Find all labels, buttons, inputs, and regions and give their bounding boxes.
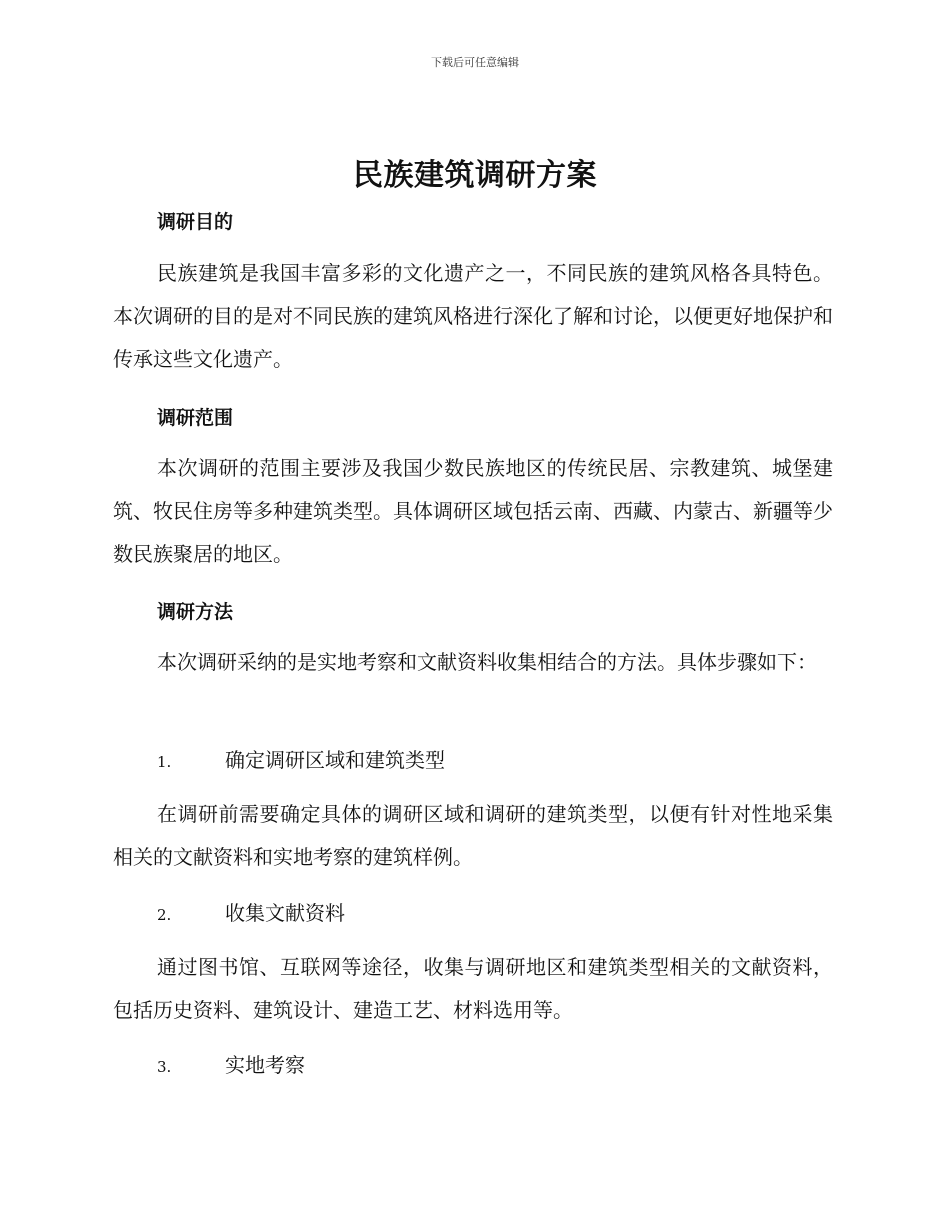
header-note: 下载后可任意编辑 bbox=[431, 56, 519, 69]
list-number: 1. bbox=[157, 753, 172, 771]
section-paragraph-scope: 本次调研的范围主要涉及我国少数民族地区的传统民居、宗教建筑、城堡建筑、牧民住房等多种建筑类型。具体调研区域包括云南、西藏、内蒙古、新疆等少数民族聚居的地区。 bbox=[113, 456, 833, 566]
list-item bbox=[157, 898, 345, 930]
list-number: 3. bbox=[157, 1058, 172, 1076]
section-paragraph-purpose: 民族建筑是我国丰富多彩的文化遗产之一，不同民族的建筑风格各具特色。本次调研的目的是对不同民族的建筑风格进行深化了解和讨论，以便更好地保护和传承这些文化遗产。 bbox=[113, 261, 833, 371]
section-heading-scope: 调研范围 bbox=[157, 407, 234, 429]
list-label: 确定调研区域和建筑类型 bbox=[225, 748, 445, 772]
step-paragraph: 通过图书馆、互联网等途径，收集与调研地区和建筑类型相关的文献资料，包括历史资料、建筑设计、建造工艺、材料选用等。 bbox=[113, 955, 833, 1022]
list-item bbox=[157, 1050, 305, 1082]
section-heading-purpose: 调研目的 bbox=[157, 211, 234, 233]
step-paragraph: 在调研前需要确定具体的调研区域和调研的建筑类型，以便有针对性地采集相关的文献资料和实地考察的建筑样例。 bbox=[113, 802, 833, 869]
list-item bbox=[157, 745, 445, 777]
list-label: 实地考察 bbox=[225, 1053, 305, 1077]
section-paragraph-method: 本次调研采纳的是实地考察和文献资料收集相结合的方法。具体步骤如下： bbox=[157, 650, 817, 674]
section-heading-method: 调研方法 bbox=[157, 601, 234, 623]
document-title: 民族建筑调研方案 bbox=[353, 158, 597, 193]
list-label: 收集文献资料 bbox=[225, 901, 345, 925]
list-number: 2. bbox=[157, 906, 172, 924]
